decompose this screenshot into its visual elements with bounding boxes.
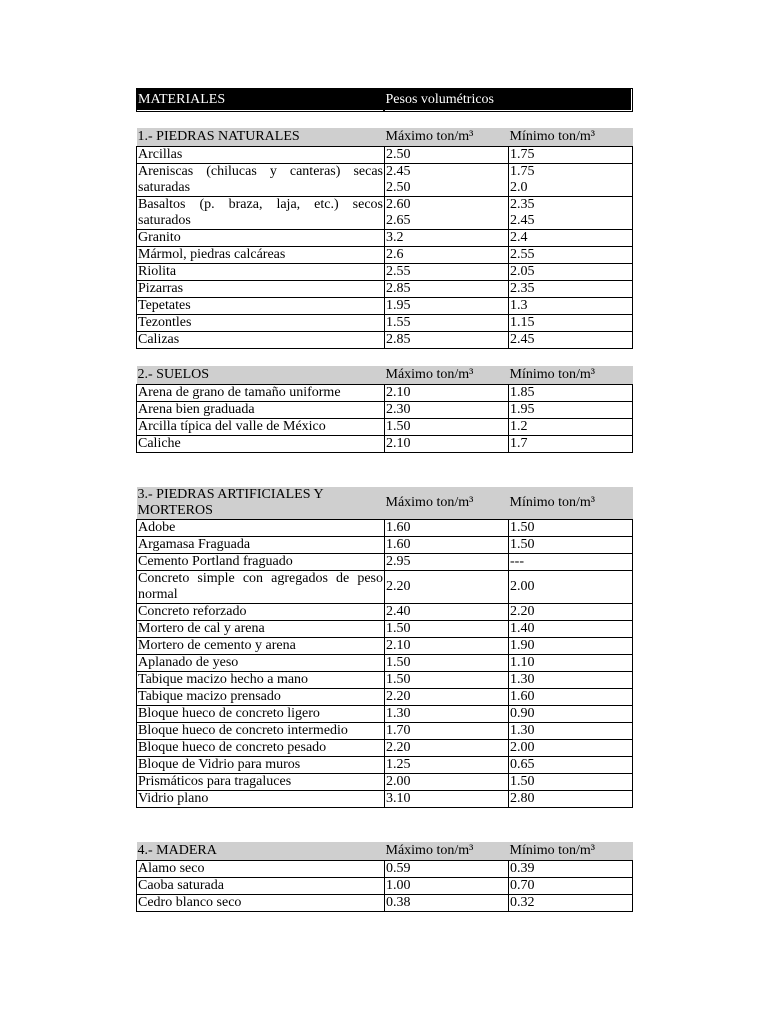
min-label: Mínimo ton/m³	[509, 366, 633, 385]
table-row	[137, 197, 633, 230]
table-row	[137, 385, 633, 402]
table-row	[137, 723, 633, 740]
section-table-3	[136, 487, 633, 808]
max-label: Máximo ton/m³	[385, 128, 509, 147]
min-value: 1.30	[509, 723, 633, 740]
table-row	[137, 689, 633, 706]
max-value: 0.38	[385, 895, 509, 912]
max-value: 2.30	[385, 402, 509, 419]
material-name: Cemento Portland fraguado	[137, 554, 385, 571]
min-value: 1.75	[509, 147, 633, 164]
table-row	[137, 332, 633, 349]
min-value: 2.05	[509, 264, 633, 281]
max-value: 2.6	[385, 247, 509, 264]
table-row	[137, 895, 633, 912]
document-page	[136, 88, 632, 912]
table-row	[137, 774, 633, 791]
material-name: Cedro blanco seco	[137, 895, 385, 912]
min-value: 1.60	[509, 689, 633, 706]
material-name: Tezontles	[137, 315, 385, 332]
max-value: 2.45 2.50	[385, 164, 509, 197]
min-value: 1.90	[509, 638, 633, 655]
material-name: Calizas	[137, 332, 385, 349]
material-name: Granito	[137, 230, 385, 247]
material-name: Tabique macizo prensado	[137, 689, 385, 706]
material-name: Concreto reforzado	[137, 604, 385, 621]
max-value: 3.10	[385, 791, 509, 808]
section-header-row	[137, 128, 633, 147]
table-row	[137, 861, 633, 878]
max-value: 2.00	[385, 774, 509, 791]
section-table-4	[136, 842, 633, 912]
max-value: 2.40	[385, 604, 509, 621]
min-value: 1.50	[509, 774, 633, 791]
max-value: 1.60	[385, 520, 509, 537]
table-row	[137, 419, 633, 436]
min-value: 0.39	[509, 861, 633, 878]
min-value: 1.50	[509, 520, 633, 537]
table-row	[137, 740, 633, 757]
min-value: 1.7	[509, 436, 633, 453]
section-title: 2.- SUELOS	[137, 366, 385, 385]
min-value: 2.20	[509, 604, 633, 621]
header-table	[136, 88, 632, 111]
material-name: Arena de grano de tamaño uniforme	[137, 385, 385, 402]
section-table-1	[136, 128, 633, 349]
material-name: Concreto simple con agregados de peso normal	[138, 571, 383, 602]
material-name: Aplanado de yeso	[137, 655, 385, 672]
table-row	[137, 638, 633, 655]
table-row	[137, 655, 633, 672]
max-value: 2.10	[385, 385, 509, 402]
table-row	[137, 147, 633, 164]
max-value: 1.50	[385, 419, 509, 436]
min-value: 2.00	[509, 571, 633, 604]
table-row	[137, 621, 633, 638]
max-value: 1.95	[385, 298, 509, 315]
table-row	[137, 298, 633, 315]
max-value: 2.20	[385, 689, 509, 706]
material-name: Argamasa Fraguada	[137, 537, 385, 554]
max-value: 1.60	[385, 537, 509, 554]
min-value: 2.35 2.45	[509, 197, 633, 230]
max-value: 3.2	[385, 230, 509, 247]
table-row	[137, 436, 633, 453]
material-name: Pizarras	[137, 281, 385, 298]
max-label: Máximo ton/m³	[385, 366, 509, 385]
table-row	[137, 878, 633, 895]
max-value: 1.50	[385, 655, 509, 672]
section-table-2	[136, 366, 633, 453]
section-title: 3.- PIEDRAS ARTIFICIALES Y MORTEROS	[137, 487, 385, 520]
max-value: 2.60 2.65	[385, 197, 509, 230]
sections-container	[136, 128, 632, 912]
table-row	[137, 315, 633, 332]
material-name: Mortero de cemento y arena	[137, 638, 385, 655]
min-value: 1.2	[509, 419, 633, 436]
section-header-row	[137, 842, 633, 861]
material-name: Caoba saturada	[137, 878, 385, 895]
min-value: 1.50	[509, 537, 633, 554]
material-name: Bloque hueco de concreto pesado	[137, 740, 385, 757]
min-value: 2.4	[509, 230, 633, 247]
min-value: 1.75 2.0	[509, 164, 633, 197]
max-value: 0.59	[385, 861, 509, 878]
max-value: 2.85	[385, 281, 509, 298]
min-value: 0.90	[509, 706, 633, 723]
min-value: 2.80	[509, 791, 633, 808]
min-value: 2.00	[509, 740, 633, 757]
table-row	[137, 164, 633, 197]
min-value: 2.35	[509, 281, 633, 298]
min-value: 0.65	[509, 757, 633, 774]
material-name: Basaltos (p. braza, laja, etc.) secos saturados	[138, 197, 383, 228]
min-value: 1.30	[509, 672, 633, 689]
min-value: 1.15	[509, 315, 633, 332]
material-name: Mármol, piedras calcáreas	[137, 247, 385, 264]
max-value: 1.25	[385, 757, 509, 774]
min-value: ---	[509, 554, 633, 571]
material-name: Caliche	[137, 436, 385, 453]
min-label: Mínimo ton/m³	[509, 842, 633, 861]
max-value: 1.55	[385, 315, 509, 332]
table-row	[137, 706, 633, 723]
table-row	[137, 604, 633, 621]
max-value: 2.20	[385, 571, 509, 604]
max-value: 2.10	[385, 436, 509, 453]
table-row	[137, 757, 633, 774]
max-label: Máximo ton/m³	[385, 487, 509, 520]
table-row	[137, 264, 633, 281]
material-name: Tepetates	[137, 298, 385, 315]
max-value: 2.55	[385, 264, 509, 281]
max-value: 2.10	[385, 638, 509, 655]
material-name: Bloque de Vidrio para muros	[137, 757, 385, 774]
material-name: Bloque hueco de concreto ligero	[137, 706, 385, 723]
max-value: 1.00	[385, 878, 509, 895]
section-spacer	[136, 808, 632, 842]
table-row	[137, 402, 633, 419]
table-row	[137, 247, 633, 264]
min-label: Mínimo ton/m³	[509, 487, 633, 520]
min-value: 2.45	[509, 332, 633, 349]
material-name: Adobe	[137, 520, 385, 537]
table-row	[137, 672, 633, 689]
section-header-row	[137, 487, 633, 520]
max-value: 2.20	[385, 740, 509, 757]
table-row	[137, 571, 633, 604]
table-row	[137, 520, 633, 537]
header-pesos: Pesos volumétricos	[384, 89, 632, 111]
table-row	[137, 281, 633, 298]
max-value: 2.95	[385, 554, 509, 571]
table-row	[137, 791, 633, 808]
max-value: 1.30	[385, 706, 509, 723]
section-title: 1.- PIEDRAS NATURALES	[137, 128, 385, 147]
material-name: Prismáticos para tragaluces	[137, 774, 385, 791]
header-materiales: MATERIALES	[137, 89, 385, 111]
min-value: 1.10	[509, 655, 633, 672]
section-spacer	[136, 349, 632, 366]
min-value: 1.40	[509, 621, 633, 638]
material-name: Arena bien graduada	[137, 402, 385, 419]
material-name: Areniscas (chilucas y canteras) secas saturadas	[138, 164, 383, 195]
table-row	[137, 537, 633, 554]
min-value: 0.32	[509, 895, 633, 912]
material-name: Mortero de cal y arena	[137, 621, 385, 638]
min-value: 2.55	[509, 247, 633, 264]
min-label: Mínimo ton/m³	[509, 128, 633, 147]
table-row	[137, 554, 633, 571]
material-name: Arcilla típica del valle de México	[137, 419, 385, 436]
max-value: 2.85	[385, 332, 509, 349]
max-value: 2.50	[385, 147, 509, 164]
min-value: 1.3	[509, 298, 633, 315]
max-value: 1.50	[385, 672, 509, 689]
max-value: 1.50	[385, 621, 509, 638]
section-spacer	[136, 453, 632, 487]
material-name: Riolita	[137, 264, 385, 281]
table-row	[137, 230, 633, 247]
material-name: Vidrio plano	[137, 791, 385, 808]
section-header-row	[137, 366, 633, 385]
material-name: Bloque hueco de concreto intermedio	[137, 723, 385, 740]
min-value: 0.70	[509, 878, 633, 895]
min-value: 1.95	[509, 402, 633, 419]
material-name: Arcillas	[137, 147, 385, 164]
max-value: 1.70	[385, 723, 509, 740]
section-title: 4.- MADERA	[137, 842, 385, 861]
min-value: 1.85	[509, 385, 633, 402]
material-name: Alamo seco	[137, 861, 385, 878]
material-name: Tabique macizo hecho a mano	[137, 672, 385, 689]
max-label: Máximo ton/m³	[385, 842, 509, 861]
